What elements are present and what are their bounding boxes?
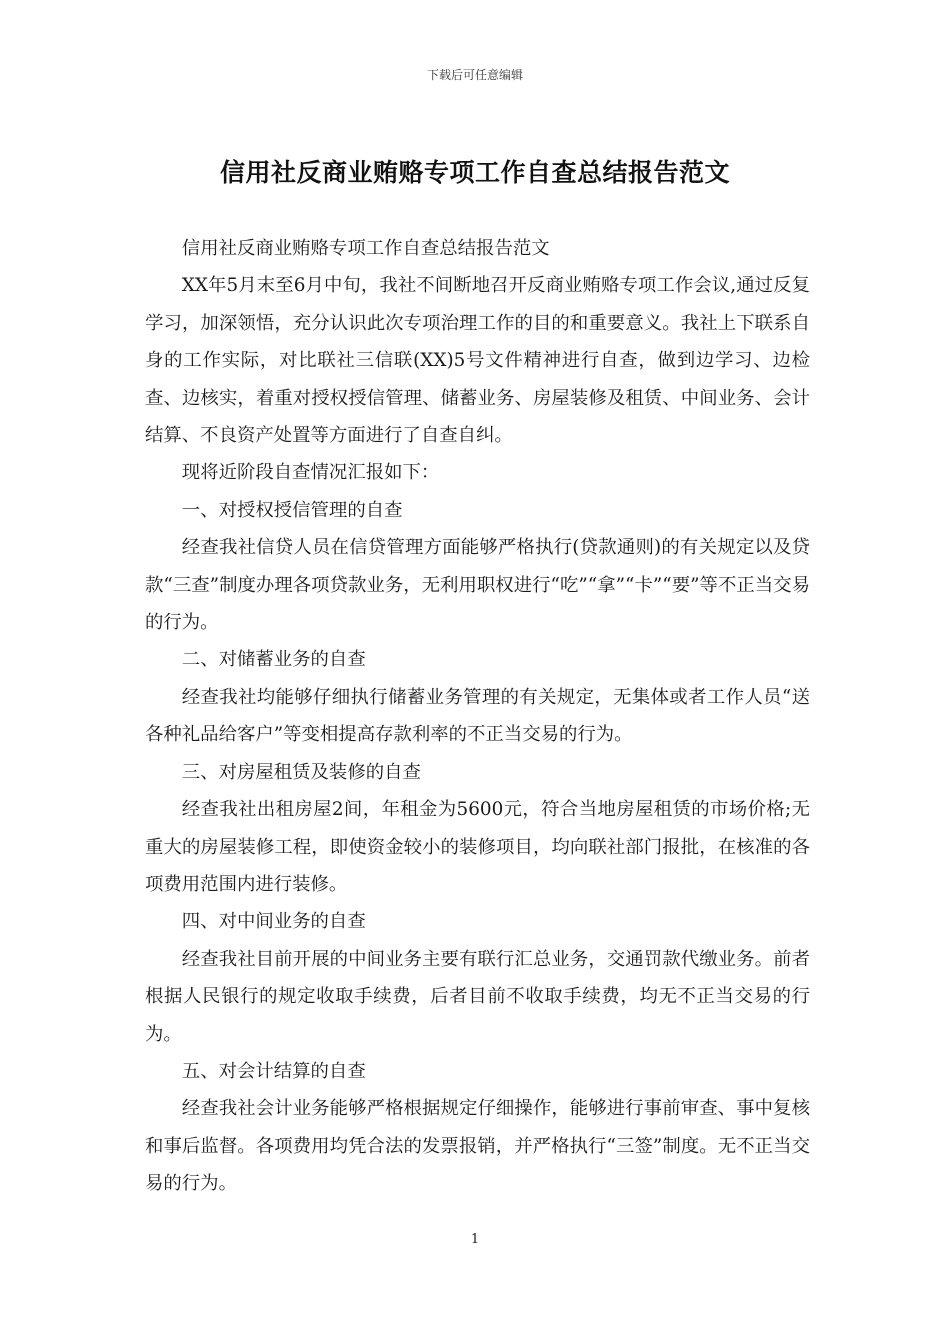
section-body-3: 经查我社出租房屋2间，年租金为5600元，符合当地房屋租赁的市场价格;无重大的房屋装修工程，即使资金较小的装修项目，均向联社部门报批，在核准的各项费用范围内进行装修。 bbox=[145, 799, 810, 895]
section-heading-2: 二、对储蓄业务的自查 bbox=[181, 649, 366, 671]
document-title: 信用社反商业贿赂专项工作自查总结报告范文 bbox=[219, 158, 730, 187]
section-body-4: 经查我社目前开展的中间业务主要有联行汇总业务，交通罚款代缴业务。前者根据人民银行的规定收取手续费，后者目前不收取手续费，均无不正当交易的行为。 bbox=[145, 948, 810, 1045]
page-number: 1 bbox=[470, 1232, 480, 1247]
section-heading-5: 五、对会计结算的自查 bbox=[181, 1060, 366, 1082]
section-body-2: 经查我社均能够仔细执行储蓄业务管理的有关规定，无集体或者工作人员“送各种礼品给客户”等变相提高存款利率的不正当交易的行为。 bbox=[145, 686, 810, 746]
section-body-5: 经查我社会计业务能够严格根据规定仔细操作，能够进行事前审查、事中复核和事后监督。各项费用均凭合法的发票报销，并严格执行“三签”制度。无不正当交易的行为。 bbox=[145, 1098, 810, 1195]
paragraph-intro: XX年5月末至6月中旬，我社不间断地召开反商业贿赂专项工作会议,通过反复学习，加深领悟，充分认识此次专项治理工作的目的和重要意义。我社上下联系自身的工作实际，对比联社三信联(XX)5号文件精神进行自查，做到边学习、边检查、边核实，着重对授权授信管理、储蓄业务、房屋装修及租赁、中间业务、会计结算、不良资产处置等方面进行了自查自纠。 bbox=[145, 275, 810, 447]
paragraph-report-lead: 现将近阶段自查情况汇报如下： bbox=[181, 462, 440, 484]
paragraph-subtitle: 信用社反商业贿赂专项工作自查总结报告范文 bbox=[181, 238, 550, 259]
section-heading-3: 三、对房屋租赁及装修的自查 bbox=[181, 761, 421, 783]
section-body-1: 经查我社信贷人员在信贷管理方面能够严格执行(贷款通则)的有关规定以及贷款“三查”制度办理各项贷款业务，无利用职权进行“吃”“拿”“卡”“要”等不正当交易的行为。 bbox=[145, 537, 810, 634]
section-heading-4: 四、对中间业务的自查 bbox=[181, 911, 366, 933]
header-note: 下载后可任意编辑 bbox=[426, 68, 523, 82]
section-heading-1: 一、对授权授信管理的自查 bbox=[181, 499, 403, 521]
document-body bbox=[145, 230, 810, 1203]
